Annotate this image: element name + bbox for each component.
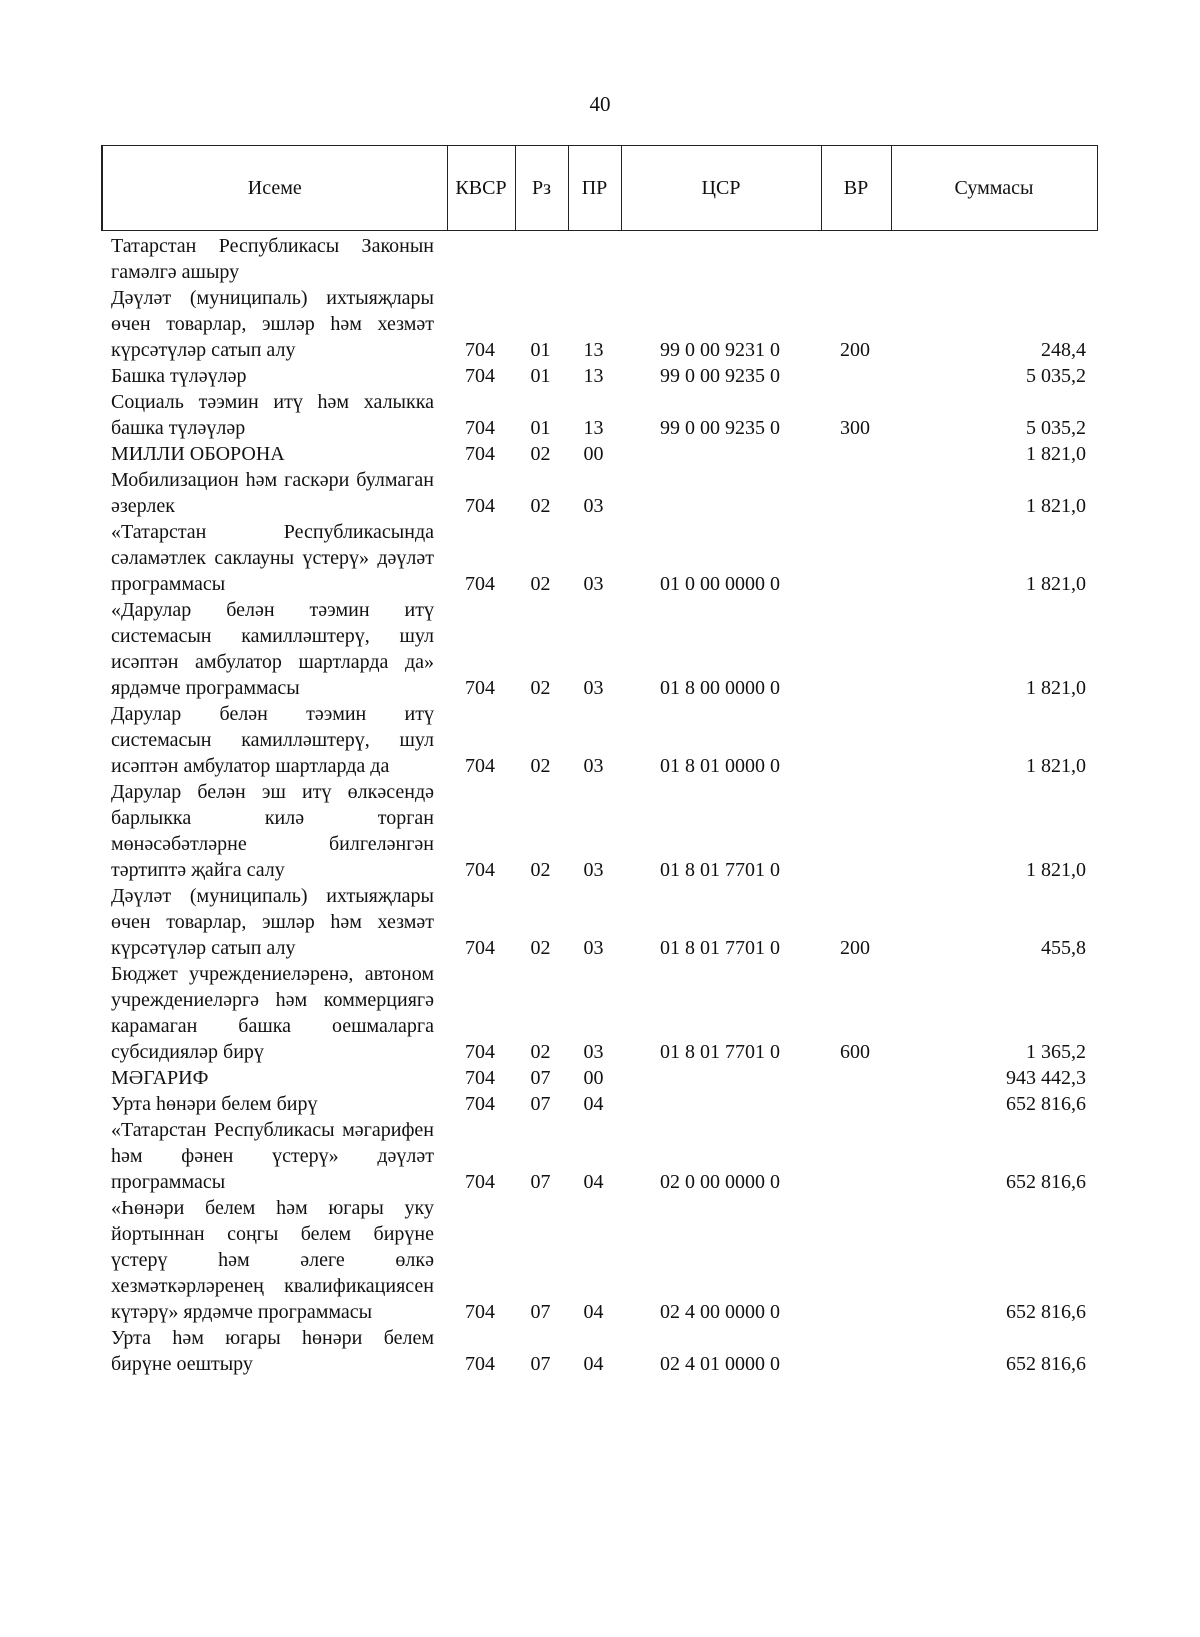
table-row (101, 441, 1096, 467)
row-pr: 04 (583, 1171, 604, 1193)
row-kvsr: 704 (465, 1067, 495, 1089)
table-row (101, 389, 1096, 441)
row-kvsr: 704 (465, 859, 495, 881)
row-name: МӘГАРИФ (111, 1067, 209, 1089)
row-pr (567, 233, 620, 285)
row-name: Дәүләт (муниципаль) ихтыяҗлары өчен товарлар, эшләр һәм хезмәт күрсәтүләр сатып алу (111, 287, 434, 361)
row-pr: 00 (583, 443, 604, 465)
row-name: «Дарулар белән тәэмин итү системасын камилләштерү, шул исәптән амбулатор шартларда да» ярдәмче программасы (111, 599, 434, 699)
row-name: Татарстан Республикасы Законын гамәлгә ашыру (111, 235, 434, 283)
row-vr (820, 1195, 890, 1325)
row-csr: 99 0 00 9235 0 (660, 365, 780, 387)
row-vr (820, 1117, 890, 1195)
row-vr: 300 (840, 417, 870, 439)
row-vr (820, 1325, 890, 1377)
row-kvsr: 704 (465, 495, 495, 517)
row-sum: 1 821,0 (1026, 755, 1086, 777)
table-row (101, 883, 1096, 961)
row-name: Дарулар белән эш итү өлкәсендә барлыкка килә торган мөнәсәбәтләрне билгеләнгән тәртиптә җайга салу (111, 781, 434, 881)
row-pr: 03 (583, 937, 604, 959)
header-pr: ПР (568, 146, 621, 231)
row-rz: 07 (530, 1067, 551, 1089)
table-row (101, 285, 1096, 363)
row-csr (620, 467, 820, 519)
table-row (101, 467, 1096, 519)
table-row (101, 1117, 1096, 1195)
row-kvsr: 704 (465, 573, 495, 595)
row-vr (820, 1091, 890, 1117)
row-vr (820, 233, 890, 285)
row-sum: 652 816,6 (1006, 1353, 1086, 1375)
row-name: Дәүләт (муниципаль) ихтыяҗлары өчен товарлар, эшләр һәм хезмәт күрсәтүләр сатып алу (111, 885, 434, 959)
row-pr: 03 (583, 677, 604, 699)
row-sum: 943 442,3 (1006, 1067, 1086, 1089)
row-csr: 01 8 01 7701 0 (660, 1041, 780, 1063)
table-row (101, 1091, 1096, 1117)
table-row (101, 961, 1096, 1065)
row-rz: 07 (530, 1093, 551, 1115)
row-rz: 07 (530, 1171, 551, 1193)
row-sum: 1 821,0 (1026, 443, 1086, 465)
row-vr (820, 701, 890, 779)
table-row (101, 1325, 1096, 1377)
row-name: МИЛЛИ ОБОРОНА (111, 443, 285, 465)
row-name: «Һөнәри белем һәм югары уку йортыннан соңгы белем бирүне үстерү һәм әлеге өлкә хезмәткәрләренең квалификациясен күтәрү» ярдәмче программасы (111, 1197, 434, 1323)
row-name: Социаль тәэмин итү һәм халыкка башка түләүләр (111, 391, 434, 439)
row-csr: 01 8 00 0000 0 (660, 677, 780, 699)
row-pr: 00 (583, 1067, 604, 1089)
row-rz: 01 (530, 339, 551, 361)
row-csr: 99 0 00 9231 0 (660, 339, 780, 361)
row-pr: 03 (583, 755, 604, 777)
row-sum: 1 365,2 (1026, 1041, 1086, 1063)
row-pr: 13 (583, 339, 604, 361)
row-rz: 01 (530, 365, 551, 387)
row-vr (820, 441, 890, 467)
row-pr: 03 (583, 859, 604, 881)
row-csr: 01 0 00 0000 0 (660, 573, 780, 595)
row-kvsr (446, 233, 514, 285)
row-rz: 02 (530, 443, 551, 465)
row-kvsr: 704 (465, 1041, 495, 1063)
table-header (101, 145, 1098, 231)
row-csr: 02 4 00 0000 0 (660, 1301, 780, 1323)
row-pr: 04 (583, 1301, 604, 1323)
table-row (101, 233, 1096, 285)
row-csr (620, 1091, 820, 1117)
row-rz: 02 (530, 495, 551, 517)
row-pr: 13 (583, 365, 604, 387)
row-sum: 455,8 (1041, 937, 1086, 959)
row-csr (620, 1065, 820, 1091)
row-rz: 01 (530, 417, 551, 439)
row-csr: 02 4 01 0000 0 (660, 1353, 780, 1375)
row-kvsr: 704 (465, 339, 495, 361)
row-sum: 652 816,6 (1006, 1301, 1086, 1323)
table-row (101, 597, 1096, 701)
row-name: Башка түләүләр (111, 365, 247, 387)
header-rz: Рз (515, 146, 568, 231)
page-number: 40 (589, 92, 611, 116)
row-sum: 1 821,0 (1026, 495, 1086, 517)
row-sum: 1 821,0 (1026, 573, 1086, 595)
row-pr: 04 (583, 1093, 604, 1115)
header-name: Исеме (102, 146, 447, 231)
row-name: Урта һәм югары һөнәри белем бирүне оештыру (111, 1327, 434, 1375)
row-sum: 5 035,2 (1026, 365, 1086, 387)
row-kvsr: 704 (465, 417, 495, 439)
row-vr (820, 1065, 890, 1091)
row-kvsr: 704 (465, 1353, 495, 1375)
row-sum: 248,4 (1041, 339, 1086, 361)
row-vr (820, 597, 890, 701)
row-rz: 02 (530, 937, 551, 959)
row-vr (820, 363, 890, 389)
row-kvsr: 704 (465, 1301, 495, 1323)
row-name: «Татарстан Республикасы мәгарифен һәм фәнен үстерү» дәүләт программасы (111, 1119, 434, 1193)
row-vr: 200 (840, 937, 870, 959)
table-row (101, 1065, 1096, 1091)
row-vr: 600 (840, 1041, 870, 1063)
row-pr: 04 (583, 1353, 604, 1375)
row-sum: 1 821,0 (1026, 677, 1086, 699)
row-vr (820, 779, 890, 883)
row-rz: 02 (530, 755, 551, 777)
row-name: Мобилизацион һәм гаскәри булмаган әзерлек (111, 469, 434, 517)
header-vr: ВР (821, 146, 891, 231)
row-name: «Татарстан Республикасында сәламәтлек саклауны үстерү» дәүләт программасы (111, 521, 434, 595)
row-vr: 200 (840, 339, 870, 361)
row-csr: 02 0 00 0000 0 (660, 1171, 780, 1193)
header-sum: Суммасы (891, 146, 1097, 231)
row-csr: 99 0 00 9235 0 (660, 417, 780, 439)
row-csr: 01 8 01 0000 0 (660, 755, 780, 777)
row-pr: 03 (583, 573, 604, 595)
row-sum: 652 816,6 (1006, 1171, 1086, 1193)
table-row (101, 779, 1096, 883)
row-pr: 03 (583, 1041, 604, 1063)
header-csr: ЦСР (621, 146, 821, 231)
row-pr: 03 (583, 495, 604, 517)
table-row (101, 1195, 1096, 1325)
row-sum: 1 821,0 (1026, 859, 1086, 881)
row-csr (620, 233, 820, 285)
row-pr: 13 (583, 417, 604, 439)
row-kvsr: 704 (465, 677, 495, 699)
row-kvsr: 704 (465, 755, 495, 777)
row-name: Бюджет учреждениеләренә, автоном учреждениеләргә һәм коммерциягә карамаган башка оешмаларга субсидияләр бирү (111, 963, 434, 1063)
row-vr (820, 519, 890, 597)
budget-table (101, 233, 1096, 1377)
header-kvsr: КВСР (447, 146, 515, 231)
row-vr (820, 467, 890, 519)
row-csr: 01 8 01 7701 0 (660, 859, 780, 881)
row-sum (890, 233, 1096, 285)
row-name: Урта һөнәри белем бирү (111, 1093, 318, 1115)
row-csr (620, 441, 820, 467)
row-rz: 02 (530, 1041, 551, 1063)
row-kvsr: 704 (465, 1171, 495, 1193)
table-row (101, 363, 1096, 389)
row-sum: 652 816,6 (1006, 1093, 1086, 1115)
row-csr: 01 8 01 7701 0 (660, 937, 780, 959)
row-sum: 5 035,2 (1026, 417, 1086, 439)
row-kvsr: 704 (465, 365, 495, 387)
row-kvsr: 704 (465, 937, 495, 959)
row-rz: 07 (530, 1353, 551, 1375)
table-row (101, 701, 1096, 779)
row-rz: 02 (530, 859, 551, 881)
row-rz: 07 (530, 1301, 551, 1323)
row-rz (514, 233, 567, 285)
table-body (101, 233, 1096, 1377)
row-rz: 02 (530, 677, 551, 699)
row-kvsr: 704 (465, 443, 495, 465)
row-rz: 02 (530, 573, 551, 595)
table-row (101, 519, 1096, 597)
row-kvsr: 704 (465, 1093, 495, 1115)
row-name: Дарулар белән тәэмин итү системасын камилләштерү, шул исәптән амбулатор шартларда да (111, 703, 434, 777)
